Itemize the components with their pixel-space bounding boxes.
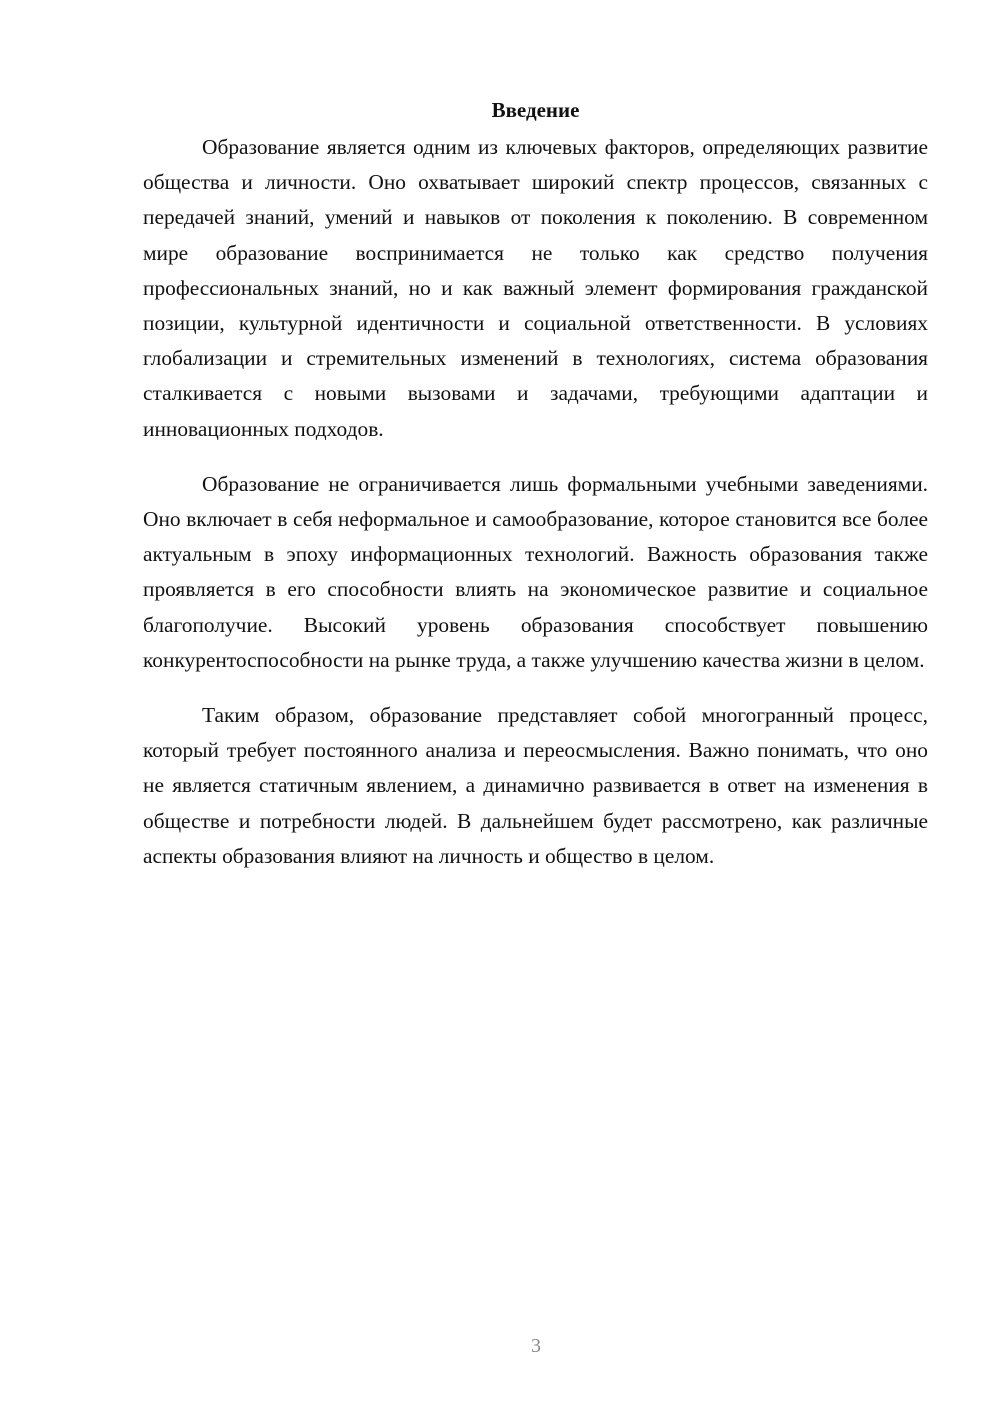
- page-content: [143, 93, 928, 874]
- paragraph-2: Образование не ограничивается лишь формальными учебными заведениями. Оно включает в себя неформальное и самообразование, которое становится все более актуальным в эпоху информационных технологий. Важность образования также проявляется в его способности влиять на экономическое развитие и социальное благополучие. Высокий уровень образования способствует повышению конкурентоспособности на рынке труда, а также улучшению качества жизни в целом.: [143, 471, 928, 672]
- page-number: 3: [531, 1335, 541, 1357]
- section-title: Введение: [491, 98, 580, 122]
- paragraph-3: Таким образом, образование представляет собой многогранный процесс, который требует постоянного анализа и переосмысления. Важно понимать, что оно не является статичным явлением, а динамично развивается в ответ на изменения в обществе и потребности людей. В дальнейшем будет рассмотрено, как различные аспекты образования влияют на личность и общество в целом.: [143, 703, 928, 868]
- paragraph-1: Образование является одним из ключевых факторов, определяющих развитие общества и личности. Оно охватывает широкий спектр процессов, связанных с передачей знаний, умений и навыков от поколения к поколению. В современном мире образование воспринимается не только как средство получения профессиональных знаний, но и как важный элемент формирования гражданской позиции, культурной идентичности и социальной ответственности. В условиях глобализации и стремительных изменений в технологиях, система образования сталкивается с новыми вызовами и задачами, требующими адаптации и инновационных подходов.: [143, 135, 928, 441]
